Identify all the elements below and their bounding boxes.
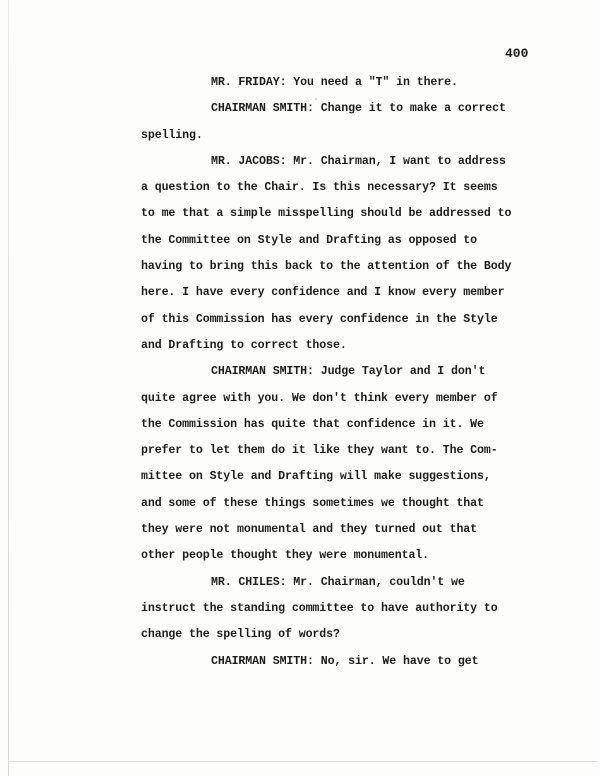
transcript-line: having to bring this back to the attention of the Body	[141, 260, 512, 274]
transcript-line: the Committee on Style and Drafting as opposed to	[141, 233, 478, 247]
transcript-line: here. I have every confidence and I know every member	[141, 286, 505, 300]
transcript-line: change the spelling of words?	[141, 628, 340, 642]
transcript-line: MR. FRIDAY: You need a "T" in there.	[211, 76, 458, 89]
page-number: 400	[505, 46, 529, 61]
transcript-line: CHAIRMAN SMITH: No, sir. We have to get	[211, 654, 479, 668]
transcript-line: and some of these things sometimes we thought that	[141, 496, 484, 510]
transcript-line: mittee on Style and Drafting will make suggestions,	[141, 470, 491, 484]
transcript-line: other people thought they were monumental.	[141, 549, 430, 563]
scan-edge-bottom	[8, 761, 598, 762]
transcript-body	[141, 70, 541, 675]
transcript-line: CHAIRMAN SMITH: Change it to make a correct	[211, 102, 506, 116]
transcript-line: to me that a simple misspelling should be addressed to	[141, 207, 512, 221]
transcript-line: and Drafting to correct those.	[141, 338, 347, 352]
transcript-line: quite agree with you. We don't think every member of	[141, 391, 498, 405]
transcript-line: MR. JACOBS: Mr. Chairman, I want to address	[211, 154, 506, 168]
transcript-line: MR. CHILES: Mr. Chairman, couldn't we	[211, 575, 465, 589]
transcript-line: prefer to let them do it like they want to. The Com-	[141, 444, 498, 458]
transcript-line: of this Commission has every confidence in the Style	[141, 312, 498, 326]
scan-edge-left	[8, 0, 9, 776]
transcript-line: a question to the Chair. Is this necessary? It seems	[141, 181, 498, 195]
transcript-line: CHAIRMAN SMITH: Judge Taylor and I don't	[211, 365, 486, 379]
transcript-line: the Commission has quite that confidence in it. We	[141, 417, 484, 431]
transcript-line: they were not monumental and they turned out that	[141, 523, 478, 537]
transcript-line: spelling.	[141, 128, 203, 142]
transcript-line: instruct the standing committee to have authority to	[141, 601, 498, 615]
